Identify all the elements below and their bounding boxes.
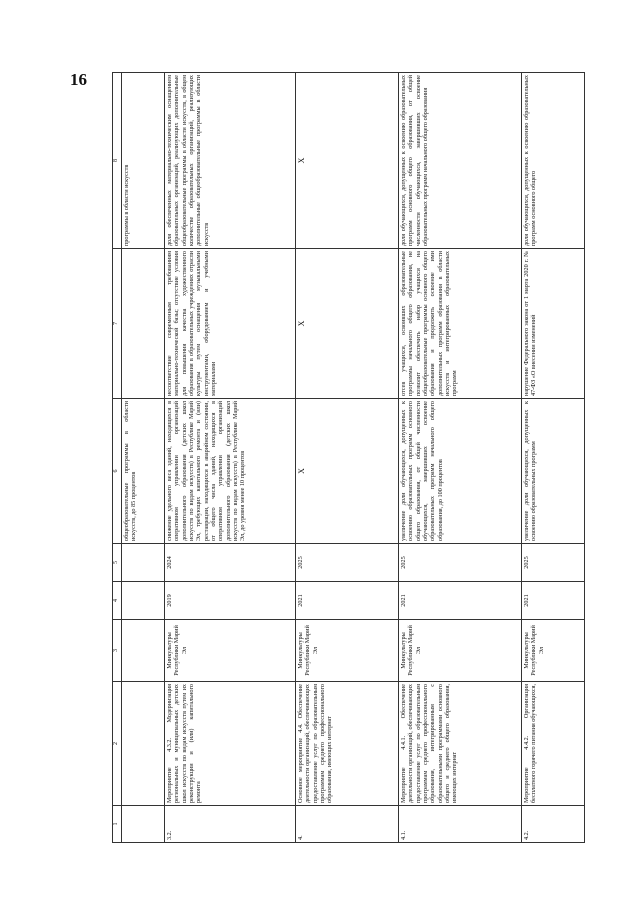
row-number: 4.1. [399,806,522,843]
rotated-table-container [112,73,617,843]
col-num: 6 [113,399,122,544]
col-num: 2 [113,682,122,806]
table-row [522,73,585,843]
col-num: 5 [113,544,122,582]
consequence: нарушение Федерального закона от 1 марта 2020 г. № 47-ФЗ «О внесении изменений [522,249,585,399]
indicator: доля обеспеченных материально-техническим оснащением образовательных организаций, реализующих дополнительные общеобразовательные программы в области искусств, в общем количестве образовательных организаций, реализующих дополнительные общеобразовательные программы в области искусств [165,73,296,249]
continuation-indicator: программы в области искусств [122,73,165,249]
measure-name: Мероприятие 4.4.2. Организация бесплатного горячего питания обучающихся, [522,682,585,806]
start-year: 2021 [522,582,585,620]
indicator: Х [296,73,399,249]
indicator: доля обучающихся, допущенных к освоению образовательных программ основного общего [522,73,585,249]
consequence: несоответствие современным требованиям материально-технической базы; отсутствие условия для повышения качества художественного образования в образовательных учреждениях отрасли культуры путем оснащения музыкальными инструментами, оборудованием и учебными материалами [165,249,296,399]
row-number: 4. [296,806,399,843]
indicator: доля обучающихся, допущенных к освоению образовательных программ основного общего образования, от общей численности обучающихся, завершивших освоение образовательных программ начального общего образования [399,73,522,249]
executor: Минкультуры Республики Марий Эл [165,620,296,682]
col-num: 8 [113,73,122,249]
col-num: 1 [113,806,122,843]
table-row [296,73,399,843]
measure-name: Основное мероприятие 4.4. Обеспечение деятельности организаций, обеспечивающих предоставление услуг по образовательным программам среднего профессионального образования, имеющих интернат [296,682,399,806]
consequence: Х [296,249,399,399]
table-row [399,73,522,843]
table-row-continuation [122,73,165,843]
start-year: 2019 [165,582,296,620]
start-year: 2021 [296,582,399,620]
expected-result: увеличение доли обучающихся, допущенных к освоению образовательных программ основного общего образования, от общей численности обучающихся, завершивших освоение образовательных программ начального общего образования, до 100 процентов [399,399,522,544]
page-number: 16 [70,70,87,89]
expected-result: Х [296,399,399,544]
executor: Минкультуры Республики Марий Эл [296,620,399,682]
plan-table [112,72,585,843]
start-year: 2021 [399,582,522,620]
measure-name: Мероприятие 4.3.2. Модернизация региональных и муниципальных детских школ искусств по видам искусств путем их реконструкции и (или) капитального ремонта [165,682,296,806]
measure-name: Мероприятие 4.4.1. Обеспечение деятельности организаций, обеспечивающих предоставление услуг по образовательным программам среднего профессионального образования, интегрированным с образовательными программами основного общего и среднего общего образования, имеющих интернат [399,682,522,806]
continuation-result: общеобразовательные программы в области искусств, до 85 процентов [122,399,165,544]
end-year: 2025 [399,544,522,582]
column-number-row [113,73,122,843]
expected-result: снижение удельного веса зданий, находящихся в оперативном управлении организаций дополнительного образования (детских школ искусств по видам искусств) в Республике Марий Эл, требующих капитального ремонта и (или) реставрации, находящихся в аварийном состоянии, от общего числа зданий, находящихся в оперативном управлении организаций дополнительного образования (детских школ искусств по видам искусств) в Республике Марий Эл, до уровня менее 10 процентов [165,399,296,544]
executor: Минкультуры Республики Марий Эл [522,620,585,682]
table-row [165,73,296,843]
end-year: 2025 [296,544,399,582]
row-number: 4.2. [522,806,585,843]
consequence: отсев учащихся, освоивших образовательные программы начального общего образования, не позволит обеспечить набор учащихся на общеобразовательные программы основного общего образования и продолжить освоение ими дополнительных программ образования в области искусств и интегрированных образовательных программ [399,249,522,399]
col-num: 4 [113,582,122,620]
expected-result: увеличение доли обучающихся, допущенных к освоению образовательных программ [522,399,585,544]
col-num: 7 [113,249,122,399]
end-year: 2025 [522,544,585,582]
executor: Минкультуры Республики Марий Эл [399,620,522,682]
row-number: 3.2. [165,806,296,843]
col-num: 3 [113,620,122,682]
end-year: 2024 [165,544,296,582]
